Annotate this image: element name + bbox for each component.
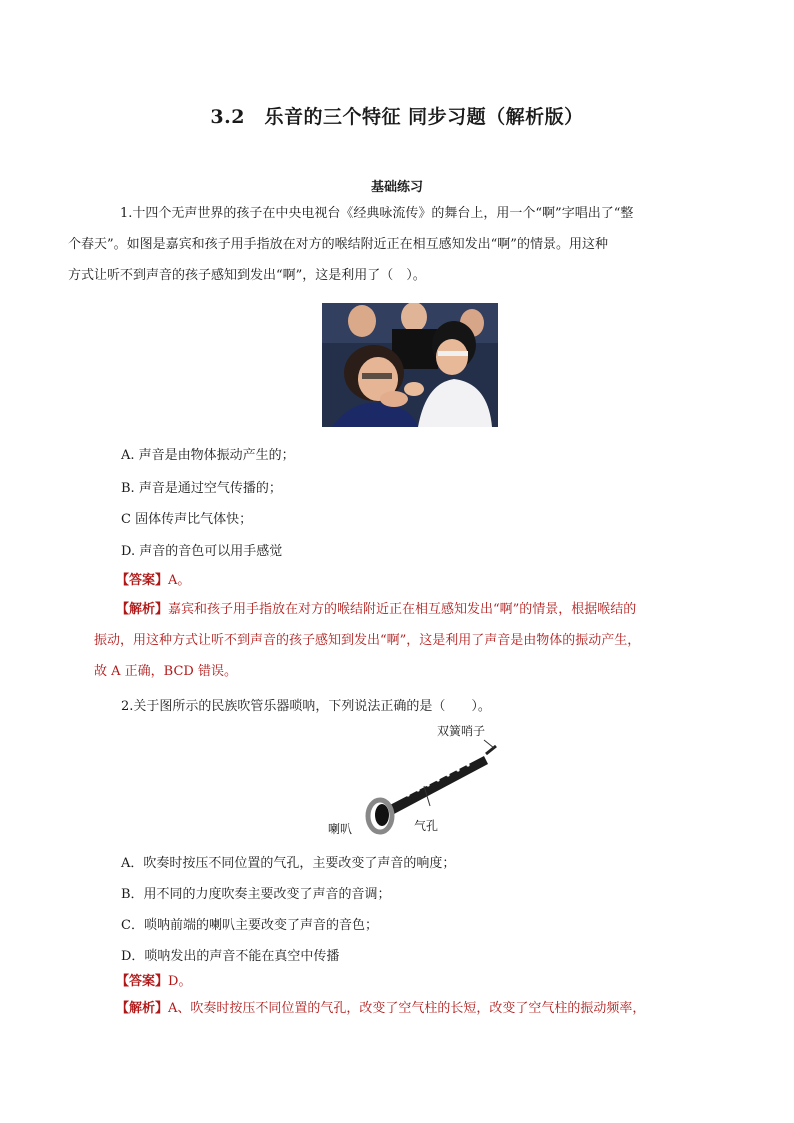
- q2-option-a: A．吹奏时按压不同位置的气孔，主要改变了声音的响度；: [121, 856, 456, 871]
- q1-stem-line: 个春天”。如图是嘉宾和孩子用手指放在对方的喉结附近正在相互感知发出“啊”的情景。用这种: [68, 237, 608, 252]
- answer-text: A。: [168, 573, 191, 588]
- q1-stem-line: 1.十四个无声世界的孩子在中央电视台《经典咏流传》的舞台上，用一个“啊”字唱出了“整: [120, 206, 634, 221]
- answer-text: D。: [168, 974, 192, 989]
- reed-label: 双簧哨子: [437, 724, 486, 738]
- q2-option-c: C．唢呐前端的喇叭主要改变了声音的音色；: [121, 918, 378, 933]
- q2-stem: 2.关于图所示的民族吹管乐器唢呐，下列说法正确的是（ ）。: [121, 699, 491, 714]
- analysis-line: 振动，用这种方式让听不到声音的孩子感知到发出“啊”，这是利用了声音是由物体的振动产生，: [94, 633, 641, 648]
- analysis-tag: 【解析】: [116, 1001, 169, 1016]
- analysis-line: A、吹奏时按压不同位置的气孔，改变了空气柱的长短，改变了空气柱的振动频率，: [168, 1001, 646, 1016]
- q2-option-b: B．用不同的力度吹奏主要改变了声音的音调；: [121, 887, 391, 902]
- q1-option-b: B. 声音是通过空气传播的；: [121, 481, 282, 496]
- page-title: 3.2 乐音的三个特征 同步习题（解析版）: [210, 106, 584, 128]
- section-heading: 基础练习: [370, 180, 423, 195]
- q1-stem-line: 方式让听不到声音的孩子感知到发出“啊”，这是利用了（ ）。: [68, 268, 426, 283]
- q1-option-a: A. 声音是由物体振动产生的；: [121, 448, 295, 463]
- q1-photo: [322, 303, 498, 427]
- bell-label: 喇叭: [328, 822, 353, 836]
- q1-stem: [68, 198, 698, 291]
- stage-photo-illustration: [322, 303, 498, 427]
- q1-option-d: D. 声音的音色可以用手感觉: [121, 544, 283, 559]
- q1-option-c: C 固体传声比气体快；: [121, 512, 253, 527]
- q1-answer: [116, 569, 190, 588]
- hole-label: 气孔: [414, 819, 439, 833]
- analysis-line: 故 A 正确，BCD 错误。: [94, 664, 237, 679]
- answer-tag: 【答案】: [116, 974, 169, 989]
- analysis-line: 嘉宾和孩子用手指放在对方的喉结附近正在相互感知发出“啊”的情景，根据喉结的: [168, 602, 637, 617]
- q2-analysis: [116, 997, 645, 1016]
- q2-answer: [116, 970, 191, 989]
- answer-tag: 【答案】: [116, 573, 169, 588]
- q1-analysis: [94, 594, 698, 687]
- q2-option-d: D．唢呐发出的声音不能在真空中传播: [121, 949, 340, 964]
- analysis-tag: 【解析】: [116, 602, 169, 617]
